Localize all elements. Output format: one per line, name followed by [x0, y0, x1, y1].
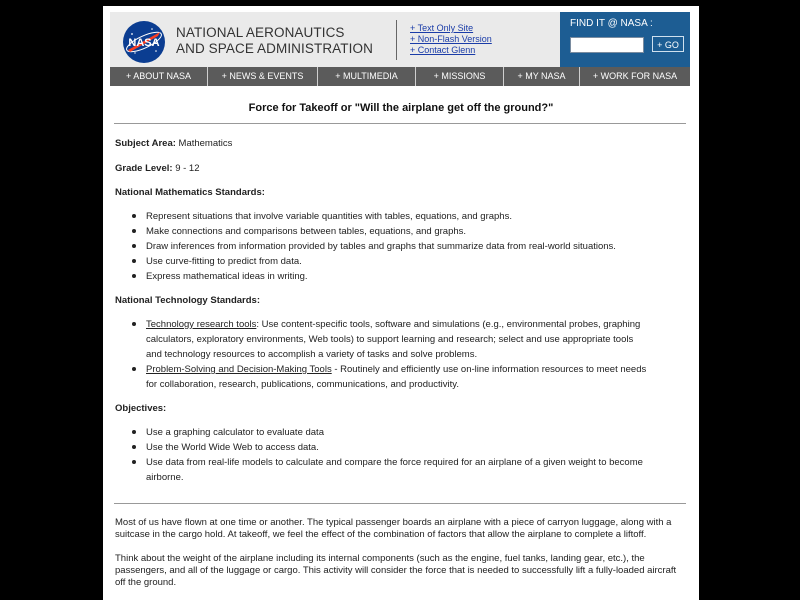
nav-news-events[interactable]: + NEWS & EVENTS	[208, 67, 318, 86]
header-divider	[396, 20, 397, 60]
bullet	[132, 460, 136, 464]
list-item	[115, 254, 687, 269]
subject-area	[115, 136, 687, 151]
grade-level	[115, 161, 687, 176]
list-item	[115, 239, 687, 254]
list-item	[115, 269, 687, 284]
site-header	[110, 12, 690, 67]
objectives-list	[115, 425, 687, 485]
problem-solving-tools-link[interactable]: Problem-Solving and Decision-Making Tools	[146, 364, 332, 375]
text-only-link[interactable]: + Text Only Site	[410, 23, 474, 33]
section-rule	[114, 503, 686, 504]
paragraph: Most of us have flown at one time or another. The typical passenger boards an airplane with a piece of carryon luggage, along with a suitcase in the cargo hold. At takeoff, we feel the effect of the combination of factors that allow the airplane to complete a liftoff.	[115, 517, 672, 540]
list-item	[115, 362, 687, 392]
svg-text:NASA: NASA	[128, 37, 160, 49]
objectives-heading: Objectives:	[115, 403, 167, 414]
agency-name	[176, 25, 373, 57]
bullet	[132, 322, 136, 326]
technology-research-tools-link[interactable]: Technology research tools	[146, 319, 257, 330]
find-it-panel	[560, 12, 690, 67]
search-input[interactable]	[570, 37, 644, 53]
contact-glenn-link[interactable]: + Contact Glenn	[410, 45, 476, 55]
nav-about-nasa[interactable]: + ABOUT NASA	[110, 67, 208, 86]
title-rule	[114, 123, 686, 124]
go-button[interactable]: + GO	[652, 36, 684, 52]
list-item-text: for collaboration, research, publications, communications, and productivity.	[146, 379, 459, 390]
agency-line-1: NATIONAL AERONAUTICS	[176, 25, 345, 40]
paragraph: Think about the weight of the airplane including its internal components (such as the engine, fuel tanks, landing gear, etc.), the passengers, and all of the luggage or cargo. This activity will consider the force that is needed to successfully lift a fully-loaded aircraft off the ground.	[115, 553, 677, 588]
tech-standards-heading: National Technology Standards:	[115, 295, 260, 306]
list-item	[115, 425, 687, 440]
math-standards-list	[115, 209, 687, 284]
bullet	[132, 259, 136, 263]
list-item-text: - Routinely and efficiently use on-line information resources to meet needs	[331, 364, 647, 375]
grade-label: Grade Level:	[115, 163, 173, 174]
subject-label: Subject Area:	[115, 138, 176, 149]
list-item-text: Use the World Wide Web to access data.	[146, 442, 319, 453]
list-item-text: Represent situations that involve variable quantities with tables, equations, and graphs.	[146, 211, 512, 222]
nav-missions[interactable]: + MISSIONS	[416, 67, 504, 86]
list-item-text: Use a graphing calculator to evaluate data	[146, 427, 324, 438]
bullet	[132, 274, 136, 278]
list-item	[115, 224, 687, 239]
grade-value: 9 - 12	[175, 163, 200, 174]
agency-line-2: AND SPACE ADMINISTRATION	[176, 41, 373, 56]
non-flash-link[interactable]: + Non-Flash Version	[410, 34, 492, 44]
main-nav	[110, 67, 690, 86]
math-standards-heading: National Mathematics Standards:	[115, 187, 265, 198]
bullet	[132, 214, 136, 218]
page-title: Force for Takeoff or "Will the airplane get off the ground?"	[248, 102, 554, 114]
nav-work-for-nasa[interactable]: + WORK FOR NASA	[592, 71, 678, 81]
list-item-text: : Use content-specific tools, software and simulations (e.g., environmental probes, graphing	[256, 319, 641, 330]
list-item-text: Use data from real-life models to calculate and compare the force required for an airplane of a given weight to become	[146, 457, 643, 468]
list-item	[115, 455, 687, 485]
list-item-text: Use curve-fitting to predict from data.	[146, 256, 302, 267]
find-it-label: FIND IT @ NASA :	[570, 18, 653, 29]
quick-links	[410, 23, 492, 56]
list-item-text: airborne.	[146, 472, 184, 483]
list-item-text: Make connections and comparisons between tables, equations, and graphs.	[146, 226, 467, 237]
list-item-text: Draw inferences from information provided by tables and graphs that summarize data from real-world situations.	[146, 241, 616, 252]
bullet	[132, 244, 136, 248]
bullet	[132, 367, 136, 371]
nasa-logo[interactable]	[122, 20, 166, 64]
list-item	[115, 440, 687, 455]
bullet	[132, 430, 136, 434]
subject-value: Mathematics	[178, 138, 233, 149]
list-item-text: calculators, exploratory environments, Web tools) to support learning and research; select and use appropriate tools	[146, 334, 634, 345]
list-item	[115, 317, 687, 362]
list-item-text: and technology resources to accomplish a variety of tasks and solve problems.	[146, 349, 478, 360]
bullet	[132, 445, 136, 449]
intro-text	[115, 517, 687, 589]
lesson-content	[115, 136, 687, 485]
page	[103, 6, 699, 600]
nav-my-nasa[interactable]: + MY NASA	[504, 67, 580, 86]
bullet	[132, 229, 136, 233]
list-item-text: Express mathematical ideas in writing.	[146, 271, 308, 282]
list-item	[115, 209, 687, 224]
nav-multimedia[interactable]: + MULTIMEDIA	[318, 67, 416, 86]
tech-standards-list	[115, 317, 687, 392]
